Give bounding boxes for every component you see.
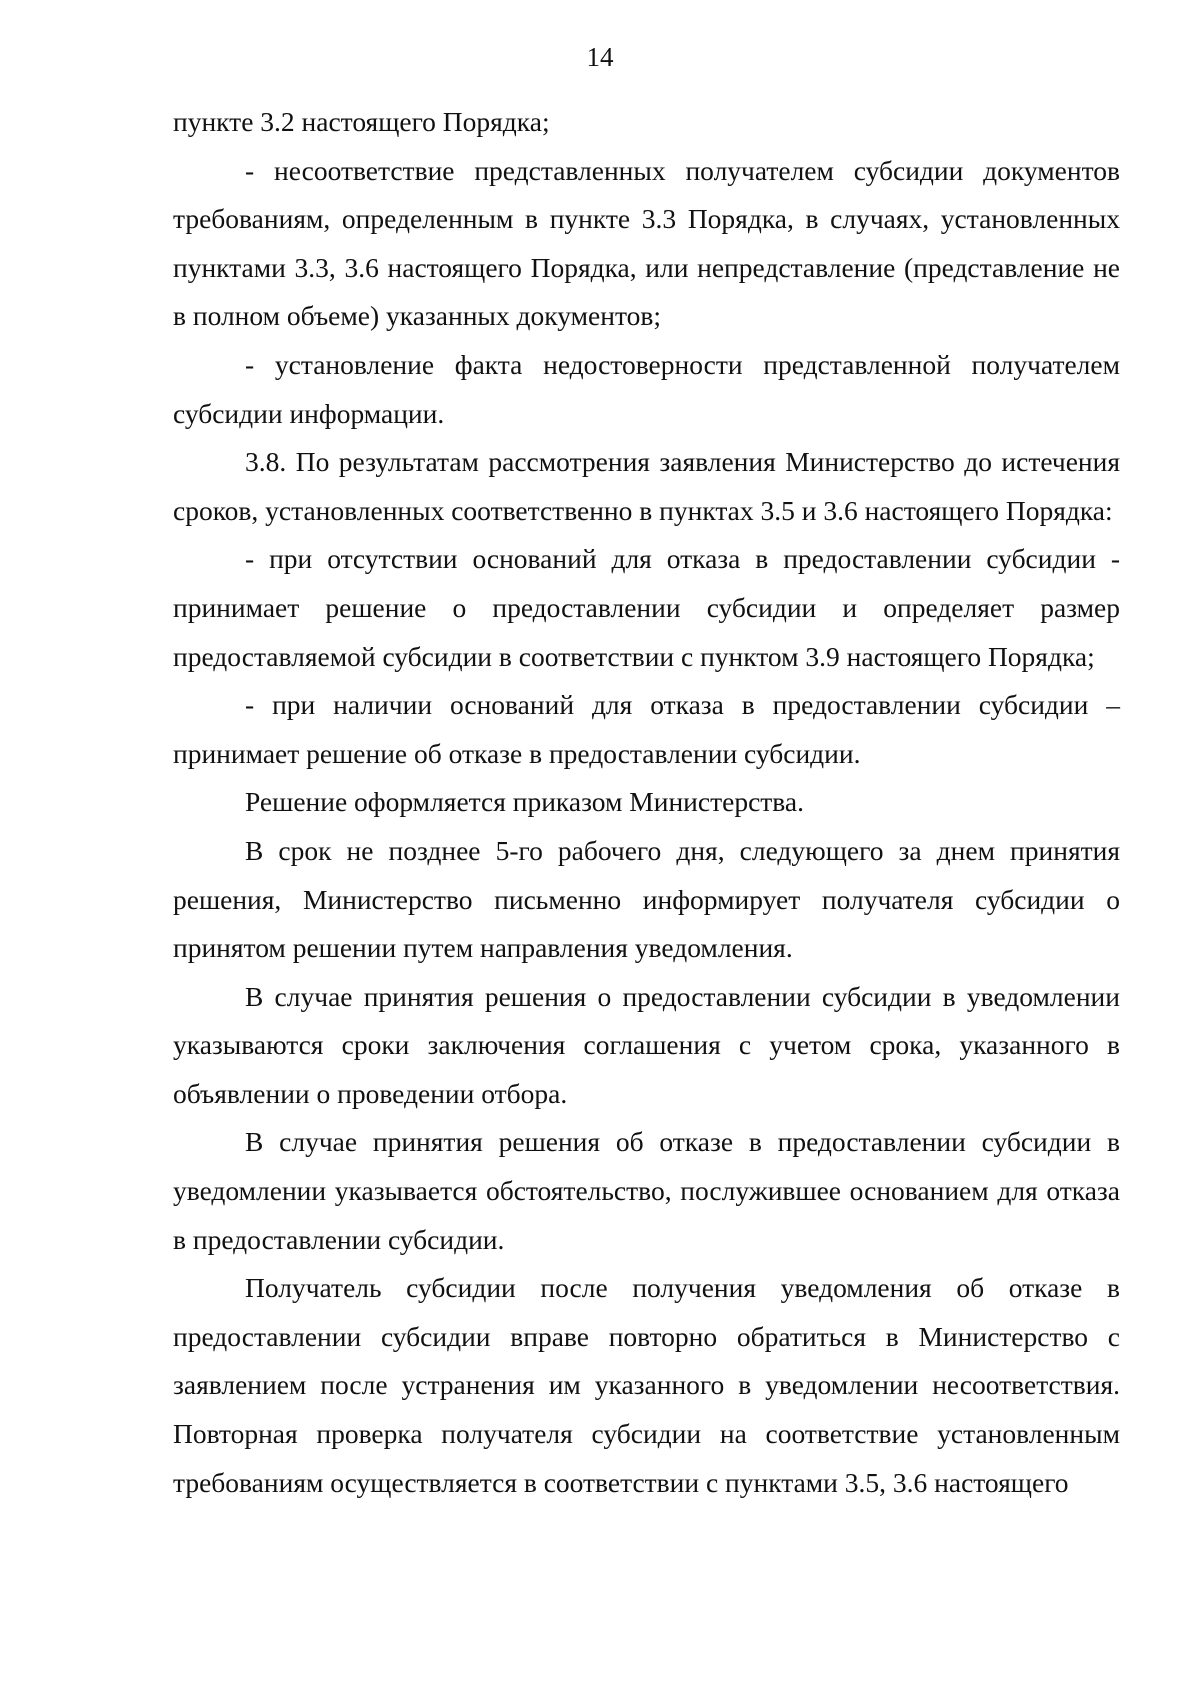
paragraph: - при отсутствии оснований для отказа в предоставлении субсидии - принимает решение о предоставлении субсидии и определяет размер предоставляемой субсидии в соответствии с пунктом 3.9 настоящего Порядка;	[173, 543, 1120, 672]
document-body	[173, 98, 1120, 1507]
paragraph: - несоответствие представленных получателем субсидии документов требованиям, определенным в пункте 3.3 Порядка, в случаях, установленных пунктами 3.3, 3.6 настоящего Порядка, или непредставление (представление не в полном объеме) указанных документов;	[173, 154, 1120, 332]
paragraph: - при наличии оснований для отказа в предоставлении субсидии – принимает решение об отказе в предоставлении субсидии.	[173, 689, 1120, 769]
paragraph: Решение оформляется приказом Министерства.	[245, 786, 804, 818]
paragraph: - установление факта недостоверности представленной получателем субсидии информации.	[173, 348, 1120, 429]
page-number: 14	[586, 42, 614, 72]
paragraph: пункте 3.2 настоящего Порядка;	[173, 106, 550, 137]
paragraph: В случае принятия решения об отказе в предоставлении субсидии в уведомлении указывается обстоятельство, послужившее основанием для отказа в предоставлении субсидии.	[173, 1126, 1120, 1255]
paragraph: В срок не позднее 5-го рабочего дня, следующего за днем принятия решения, Министерство письменно информирует получателя субсидии о принятом решении путем направления уведомления.	[173, 834, 1120, 964]
paragraph: Получатель субсидии после получения уведомления об отказе в предоставлении субсидии вправе повторно обратиться в Министерство с заявлением после устранения им указанного в уведомлении несоответствия. Повторная проверка получателя субсидии на соответствие установленным требованиям осуществляется в соответствии с пунктами 3.5, 3.6 настоящего	[173, 1272, 1120, 1498]
paragraph: 3.8. По результатам рассмотрения заявления Министерство до истечения сроков, установленных соответственно в пунктах 3.5 и 3.6 настоящего Порядка:	[173, 446, 1120, 526]
paragraph: В случае принятия решения о предоставлении субсидии в уведомлении указываются сроки заключения соглашения с учетом срока, указанного в объявлении о проведении отбора.	[173, 980, 1120, 1109]
